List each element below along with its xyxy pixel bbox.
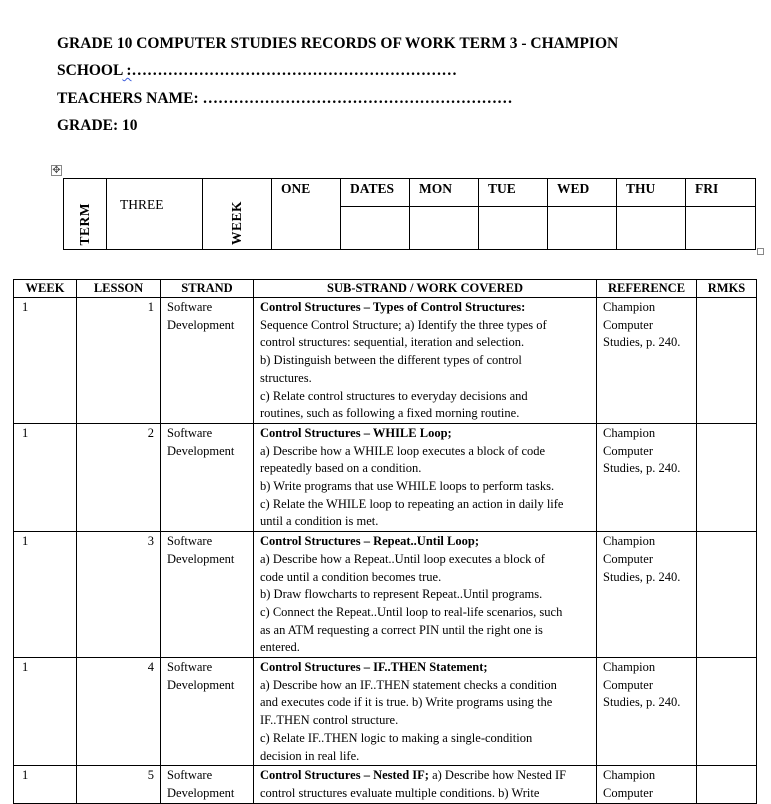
teacher-name-line: TEACHERS NAME: …………………………………………………… [57,90,513,107]
reference-cell: Champion Computer Studies, p. 240. [597,532,697,658]
strand-cell: Software Development [161,766,254,803]
week-cell: 1 [14,658,77,766]
substrand-title: Control Structures – WHILE Loop; [260,425,452,440]
school-line [57,62,457,80]
week-cell: 1 [14,766,77,803]
week-cell: 1 [14,298,77,424]
substrand-title: Control Structures – Nested IF; [260,768,429,783]
work-table [13,279,757,804]
thu-date-cell[interactable] [617,207,686,250]
school-fill: ……………………………………………………… [131,62,458,79]
term-table [63,178,756,250]
reference-cell: Champion Computer Studies, p. 240. [597,658,697,766]
week-cell: 1 [14,532,77,658]
term-value: THREE [107,179,203,250]
day-thu: THU [617,179,686,207]
tue-date-cell[interactable] [479,207,548,250]
substrand-cell: Control Structures – WHILE Loop; a) Describe how a WHILE loop executes a block of code repeatedly based on a condition. b) Write programs that use WHILE loops to perform tasks. c) Relate the WHILE loop to repeating an action in daily life until a condition is met. [254,423,597,531]
remarks-cell[interactable] [697,423,757,531]
substrand-title: Control Structures – IF..THEN Statement; [260,660,488,675]
table-row [14,298,757,424]
mon-date-cell[interactable] [410,207,479,250]
header-remarks: RMKS [697,280,757,298]
term-label: TERM [77,202,92,245]
table-row [14,423,757,531]
table-row [14,658,757,766]
strand-cell: Software Development [161,298,254,424]
substrand-title: Control Structures – Repeat..Until Loop; [260,534,479,549]
day-tue: TUE [479,179,548,207]
lesson-cell: 5 [77,766,161,803]
lesson-cell: 2 [77,423,161,531]
strand-cell: Software Development [161,532,254,658]
remarks-cell[interactable] [697,532,757,658]
document-title: GRADE 10 COMPUTER STUDIES RECORDS OF WORK TERM 3 - CHAMPION [57,35,619,52]
day-wed: WED [548,179,617,207]
substrand-cell: Control Structures – Types of Control Structures: Sequence Control Structure; a) Identify the three types of control structures: sequential, iteration and selection. b) Distinguish between the different types of control structures. c) Relate control structures to everyday decisions and routines, such as following a fixed morning routine. [254,298,597,424]
dates-label: DATES [341,179,410,207]
substrand-cell: Control Structures – Nested IF; a) Describe how Nested IF control structures evaluate multiple conditions. b) Write [254,766,597,803]
wed-date-cell[interactable] [548,207,617,250]
remarks-cell[interactable] [697,298,757,424]
lesson-cell: 1 [77,298,161,424]
remarks-cell[interactable] [697,658,757,766]
header-lesson: LESSON [77,280,161,298]
header-strand: STRAND [161,280,254,298]
week-label: WEEK [229,200,244,245]
header-reference: REFERENCE [597,280,697,298]
week-label-cell [203,179,272,250]
reference-cell: Champion Computer Studies, p. 240. [597,298,697,424]
lesson-cell: 3 [77,532,161,658]
reference-cell: Champion Computer [597,766,697,803]
table-move-handle-icon[interactable]: ✥ [52,165,61,176]
strand-cell: Software Development [161,423,254,531]
strand-cell: Software Development [161,658,254,766]
day-fri: FRI [686,179,756,207]
dates-cell[interactable] [341,207,410,250]
header-substrand: SUB-STRAND / WORK COVERED [254,280,597,298]
day-mon: MON [410,179,479,207]
substrand-cell: Control Structures – Repeat..Until Loop; a) Describe how a Repeat..Until loop executes a block of code until a condition becomes true. b) Draw flowcharts to represent Repeat..Until programs. c) Connect the Repeat..Until loop to real-life scenarios, such as an ATM requesting a correct PIN until the right one is entered. [254,532,597,658]
lesson-cell: 4 [77,658,161,766]
table-resize-handle-icon[interactable] [757,248,764,255]
school-label: SCHOOL [57,62,123,79]
table-row [14,532,757,658]
reference-cell: Champion Computer Studies, p. 240. [597,423,697,531]
week-cell: 1 [14,423,77,531]
school-separator: : [122,62,132,79]
substrand-title: Control Structures – Types of Control Structures: [260,300,526,314]
header-week: WEEK [14,280,77,298]
fri-date-cell[interactable] [686,207,756,250]
substrand-cell: Control Structures – IF..THEN Statement; a) Describe how an IF..THEN statement checks a condition and executes code if it is true. b) Write programs using the IF..THEN control structure. c) Relate IF..THEN logic to making a single-condition decision in real life. [254,658,597,766]
grade-line: GRADE: 10 [57,117,138,134]
term-label-cell [64,179,107,250]
week-value: ONE [272,179,341,250]
